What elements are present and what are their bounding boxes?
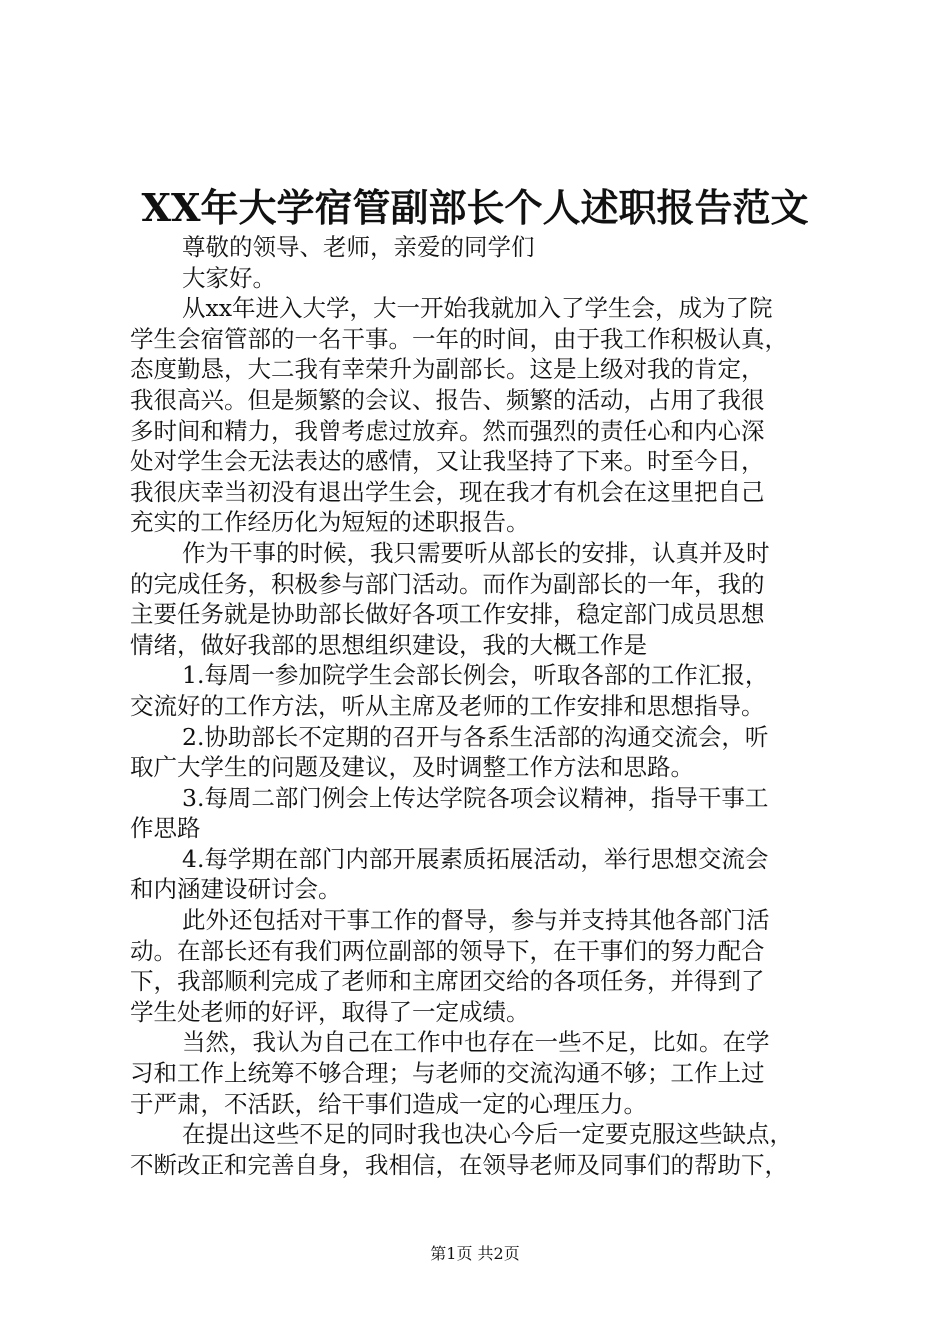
body-line: 4.每学期在部门内部开展素质拓展活动，举行思想交流会 [182, 844, 769, 873]
document-body [130, 232, 850, 1180]
body-line: 取广大学生的问题及建议，及时调整工作方法和思路。 [130, 753, 694, 782]
body-line: 在提出这些不足的同时我也决心今后一定要克服这些缺点， [182, 1120, 793, 1149]
body-line: 于严肃，不活跃，给干事们造成一定的心理压力。 [130, 1089, 647, 1118]
body-line: 我很高兴。但是频繁的会议、报告、频繁的活动，占用了我很 [130, 385, 765, 414]
body-line: 多时间和精力，我曾考虑过放弃。然而强烈的责任心和内心深 [130, 416, 765, 445]
body-line: 学生会宿管部的一名干事。一年的时间，由于我工作积极认真， [130, 324, 788, 353]
body-line: 习和工作上统筹不够合理；与老师的交流沟通不够；工作上过 [130, 1059, 765, 1088]
body-line: 3.每周二部门例会上传达学院各项会议精神，指导干事工 [182, 783, 769, 812]
body-line: 作为干事的时候，我只需要听从部长的安排，认真并及时 [182, 538, 770, 567]
body-line: 处对学生会无法表达的感情，又让我坚持了下来。时至今日， [130, 447, 765, 476]
body-line: 学生处老师的好评，取得了一定成绩。 [130, 997, 530, 1026]
body-line: 当然，我认为自己在工作中也存在一些不足，比如。在学 [182, 1028, 770, 1057]
body-line: 不断改正和完善自身，我相信，在领导老师及同事们的帮助下， [130, 1150, 788, 1179]
document-title: XX年大学宿管副部长个人述职报告范文 [141, 185, 809, 230]
body-line: 下，我部顺利完成了老师和主席团交给的各项任务，并得到了 [130, 967, 765, 996]
body-line: 作思路 [130, 814, 201, 843]
body-line: 1.每周一参加院学生会部长例会，听取各部的工作汇报， [182, 661, 769, 690]
body-line: 情绪，做好我部的思想组织建设，我的大概工作是 [130, 630, 647, 659]
body-line: 主要任务就是协助部长做好各项工作安排，稳定部门成员思想 [130, 600, 765, 629]
body-line: 此外还包括对干事工作的督导，参与并支持其他各部门活 [182, 906, 770, 935]
body-line: 的完成任务，积极参与部门活动。而作为副部长的一年，我的 [130, 569, 765, 598]
body-line: 和内涵建设研讨会。 [130, 875, 342, 904]
body-line: 态度勤恳，大二我有幸荣升为副部长。这是上级对我的肯定， [130, 355, 765, 384]
page-footer: 第1页 共2页 [430, 1244, 520, 1263]
body-line: 2.协助部长不定期的召开与各系生活部的沟通交流会，听 [182, 722, 769, 751]
body-line: 动。在部长还有我们两位副部的领导下，在干事们的努力配合 [130, 936, 765, 965]
body-line: 充实的工作经历化为短短的述职报告。 [130, 508, 530, 537]
body-line: 我很庆幸当初没有退出学生会，现在我才有机会在这里把自己 [130, 477, 765, 506]
body-line: 尊敬的领导、老师，亲爱的同学们 [182, 233, 535, 261]
body-line: 从xx年进入大学，大一开始我就加入了学生会，成为了院 [182, 294, 773, 323]
body-line: 大家好。 [182, 263, 276, 292]
body-line: 交流好的工作方法，听从主席及老师的工作安排和思想指导。 [130, 691, 765, 720]
